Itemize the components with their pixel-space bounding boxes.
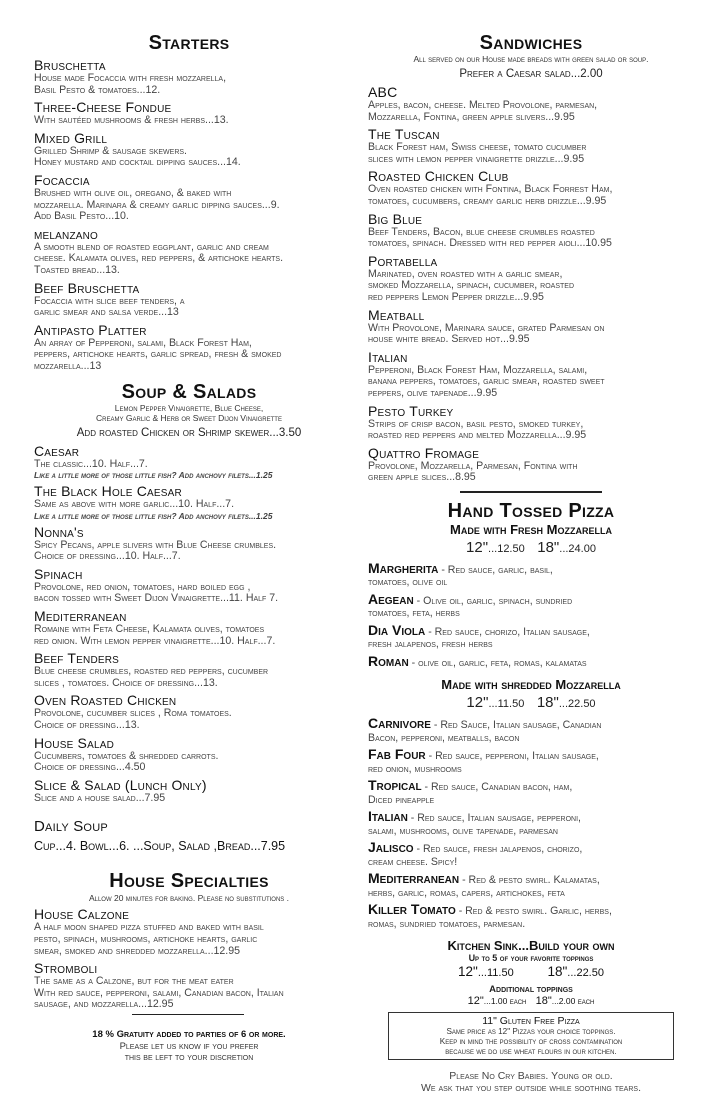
item-name: Pesto Turkey (368, 402, 454, 419)
pizza-line (368, 810, 694, 825)
item-description: banana peppers, tomatoes, garlic smear, roasted sweet (368, 375, 605, 388)
gratuity-note (34, 1029, 344, 1063)
item-description: Toasted bread...13. (34, 263, 120, 276)
item-name: The Tuscan (368, 126, 440, 143)
item-description: red onion. With lemon pepper vinaigrette...10. Half...7. (34, 634, 276, 647)
item-description: Basil Pesto & tomatoes...12. (34, 83, 161, 96)
spacer (368, 669, 694, 677)
salad-addon: Add roasted Chicken or Shrimp skewer...3.50 (76, 426, 302, 439)
price-18: ...24.00 (559, 542, 596, 555)
pizza-item (368, 590, 694, 620)
pizza-description: - Red Sauce, Italian sausage, Canadian (433, 719, 602, 732)
pizza-item (368, 810, 694, 837)
shredded-prices (368, 694, 694, 713)
pizza-item (368, 779, 694, 806)
item-description: mozzarella. Marinara & creamy garlic dipping sauces...9. (34, 198, 280, 211)
soup-section (34, 818, 344, 854)
price-18: ...22.50 (567, 967, 604, 980)
item-description: Beef Tenders, Bacon, blue cheese crumbles roasted (368, 225, 595, 238)
item-description: House made Focaccia with fresh mozzarella, (34, 72, 227, 84)
item-name: Nonna's (34, 523, 84, 540)
item-name: The Black Hole Caesar (34, 483, 182, 500)
sandwiches-section (368, 32, 694, 493)
pizza-line (368, 621, 694, 639)
spacer (368, 930, 694, 938)
pizza-description: Bacon, pepperoni, meatballs, bacon (368, 731, 520, 744)
pizza-item (368, 717, 694, 744)
gluten-free-title: 11" Gluten Free Pizza (482, 1015, 580, 1028)
item-name: Beef Tenders (34, 650, 120, 667)
pizza-name: Dia Viola (368, 621, 426, 638)
item-description: house white bread. Served hot...9.95 (368, 333, 530, 346)
footer-line-2: We ask that you step outside while soothing tears. (420, 1082, 641, 1094)
item-name: Big Blue (368, 210, 423, 227)
caesar-upgrade: Prefer a Caesar salad...2.00 (459, 68, 603, 80)
starters-section (34, 32, 344, 373)
dressings-line-1: Lemon Pepper Vinaigrette, Blue Cheese, (114, 402, 264, 413)
pizza-item (368, 621, 694, 651)
item-description: Slice and a house salad...7.95 (34, 791, 166, 804)
pizza-name: Italian (368, 808, 408, 825)
footer-line-1: Please No Cry Babies. Young or old. (449, 1070, 613, 1083)
sandwiches-subtitle: All served on our House made breads with green salad or soup. (413, 54, 649, 64)
menu-item (368, 350, 694, 400)
pizza-description: romas, sundried tomatoes, parmesan. (368, 917, 526, 930)
pizza-line (368, 748, 694, 763)
gratuity-line-1: 18 % Gratuity added to parties of 6 or more. (92, 1029, 286, 1041)
item-description: Provolone, red onion, tomatoes, hard boiled egg , (34, 580, 251, 593)
item-description: Choice of dressing...10. Half...7. (34, 550, 181, 563)
pizza-item (368, 559, 694, 589)
size-12: 12" (466, 538, 489, 556)
specialties-section (34, 870, 344, 1015)
menu-item (34, 651, 344, 689)
item-description: Add Basil Pesto...10. (34, 210, 129, 223)
pizza-name: Tropical (368, 777, 422, 794)
pizza-name: Mediterranean (368, 870, 460, 887)
item-name: Spinach (34, 565, 83, 582)
item-name: House Calzone (34, 906, 130, 923)
menu-item (368, 308, 694, 346)
price-18: ...2.00 each (551, 996, 595, 1007)
item-name: ABC (368, 84, 398, 100)
pizza-name: Aegean (368, 590, 414, 607)
item-name: melanzano (34, 225, 99, 242)
gratuity-line-2: Please let us know if you prefer (119, 1041, 259, 1053)
kitchen-sink-section (368, 938, 694, 1094)
menu-item (34, 907, 344, 957)
item-description: peppers, olive tapenade...9.95 (368, 386, 498, 399)
soup-prices: Cup...4. Bowl...6. ...Soup, Salad ,Bread...7.95 (34, 839, 286, 854)
pizza-section (368, 500, 694, 670)
item-description: Pepperoni, Black Forest Ham, Mozzarella, salami, (368, 363, 588, 376)
pizza-description: Diced pineapple (368, 793, 435, 806)
item-description: With Provolone, Marinara sauce, grated Parmesan on (368, 321, 605, 334)
menu-item (34, 567, 344, 605)
menu-item (34, 173, 344, 223)
fresh-prices (368, 539, 694, 558)
item-description: green apple slices...8.95 (368, 471, 476, 484)
size-18: 18" (535, 995, 552, 1008)
item-description: Cucumbers, tomatoes & shredded carrots. (34, 749, 219, 762)
item-description: tomatoes, spinach. Dressed with red pepper aioli...10.95 (368, 237, 612, 250)
price-12: ...11.50 (488, 698, 525, 711)
item-name: House Salad (34, 734, 115, 751)
kitchen-sink-title: Kitchen Sink...Build your own (447, 938, 615, 954)
spacer (34, 854, 344, 870)
item-description: Choice of dressing...4.50 (34, 761, 146, 774)
dressings-line-2: Creamy Garlic & Herb or Sweet Dijon Vinaigrette (96, 412, 282, 423)
item-name: Mixed Grill (34, 129, 108, 146)
item-description: peppers, artichoke hearts, garlic spread, fresh & smoked (34, 348, 282, 361)
item-description: smoked Mozzarella, spinach, cucumber, roasted (368, 279, 575, 292)
pizza-name: Killer Tomato (368, 901, 456, 918)
toppings-prices (368, 995, 694, 1008)
item-description: Same as above with more garlic...10. Half...7. (34, 498, 235, 511)
menu-item (368, 254, 694, 304)
pizza-line (368, 590, 694, 608)
pizza-line (368, 559, 694, 577)
item-name: Bruschetta (34, 57, 106, 73)
item-description: Spicy Pecans, apple slivers with Blue Cheese crumbles. (34, 538, 277, 551)
item-name: Slice & Salad (Lunch Only) (34, 776, 207, 793)
divider (460, 491, 602, 493)
right-column (368, 32, 694, 1094)
item-name: Antipasto Platter (34, 321, 147, 338)
item-name: Portabella (368, 252, 438, 269)
item-description: Romaine with Feta Cheese, Kalamata olives, tomatoes (34, 623, 265, 636)
menu-item (368, 127, 694, 165)
starters-list (34, 58, 344, 373)
fresh-subtitle: Made with Fresh Mozzarella (450, 521, 612, 537)
pizza-item (368, 872, 694, 899)
sandwiches-list (368, 85, 694, 484)
item-description: Blue cheese crumbles, roasted red peppers, cucumber (34, 665, 269, 678)
pizza-description: - Olive oil, garlic, spinach, sundried (416, 594, 573, 607)
menu-item (34, 525, 344, 563)
item-description: A smooth blend of roasted eggplant, garlic and cream (34, 240, 269, 253)
item-description: garlic smear and salsa verde...13 (34, 306, 179, 319)
salads-title: Soup & Salads (121, 380, 257, 403)
menu-item (368, 404, 694, 442)
specialties-title: House Specialties (109, 870, 269, 893)
item-description: mozzarella...13 (34, 359, 102, 372)
gratuity-line-3: this be left to your discretion (124, 1052, 254, 1064)
pizza-description: - Red sauce, pepperoni, Italian sausage, (428, 750, 599, 763)
item-note: Like a little more of those little fish? Add anchovy filets...1.25 (34, 470, 273, 481)
gluten-free-box (388, 1012, 674, 1060)
pizza-name: Carnivore (368, 715, 431, 732)
fresh-pizza-list (368, 559, 694, 670)
item-description: Brushed with olive oil, oregano, & baked with (34, 186, 232, 199)
item-description: Focaccia with slice beef tenders, a (34, 294, 185, 307)
item-description: tomatoes, cucumbers, creamy garlic herb drizzle...9.95 (368, 194, 607, 207)
menu-item (34, 693, 344, 731)
sandwiches-title: Sandwiches (479, 32, 583, 54)
item-description: The same as a Calzone, but for the meat eater (34, 975, 234, 988)
size-18: 18" (537, 538, 560, 556)
pizza-item (368, 652, 694, 670)
pizza-name: Roman (368, 652, 409, 669)
gluten-free-line: Keep in mind the possibility of cross contamination (439, 1037, 623, 1047)
item-name: Italian (368, 348, 408, 365)
starters-title: Starters (148, 32, 230, 54)
menu-item (368, 446, 694, 484)
menu-item (34, 281, 344, 319)
pizza-description: fresh jalapenos, fresh herbs (368, 638, 493, 651)
pizza-description: - Red & pesto swirl. Garlic, herbs, (458, 905, 612, 918)
item-description: red peppers Lemon Pepper drizzle...9.95 (368, 290, 544, 303)
item-description: Honey mustard and cocktail dipping sauces...14. (34, 156, 241, 169)
item-description: A half moon shaped pizza stuffed and baked with basil (34, 921, 264, 934)
shredded-section (368, 677, 694, 930)
pizza-description: - Red sauce, fresh jalapenos, chorizo, (416, 843, 583, 856)
item-note: Like a little more of those little fish? Add anchovy filets...1.25 (34, 510, 273, 521)
salads-list (34, 444, 344, 805)
item-description: slices with lemon pepper vinaigrette drizzle...9.95 (368, 152, 585, 165)
price-12: ...11.50 (477, 967, 514, 980)
pizza-description: salami, mushrooms, olive tapenade, parmesan (368, 824, 558, 837)
menu-item (34, 736, 344, 774)
gluten-free-line: because we do use wheat flours in our kitchen. (445, 1047, 617, 1057)
menu-item (34, 58, 344, 96)
size-12: 12" (458, 964, 478, 980)
item-description: Mozzarella, Fontina, green apple slivers...9.95 (368, 110, 575, 123)
item-description: Oven roasted chicken with Fontina, Black Forrest Ham, (368, 183, 613, 196)
pizza-description: - olive oil, garlic, feta, romas, kalamatas (411, 656, 587, 669)
menu-item (34, 227, 344, 277)
pizza-description: cream cheese. Spicy! (368, 855, 458, 868)
item-description: sausage, and mozzarella...12.95 (34, 998, 174, 1011)
menu-item (34, 609, 344, 647)
soup-title: Daily Soup (34, 818, 108, 836)
pizza-description: red onion, mushrooms (368, 762, 462, 775)
pizza-description: - Red sauce, chorizo, Italian sausage, (428, 625, 590, 638)
menu-item (34, 100, 344, 127)
item-name: Beef Bruschetta (34, 279, 140, 296)
item-description: roasted red peppers and melted Mozzarella...9.95 (368, 429, 587, 442)
pizza-description: - Red sauce, garlic, basil, (441, 563, 553, 576)
toppings-title: Additional toppings (489, 984, 573, 996)
menu-item (34, 444, 344, 481)
menu-item (34, 323, 344, 373)
item-description: The classic...10. Half...7. (34, 457, 148, 470)
item-description: Black Forest ham, Swiss cheese, tomato cucumber (368, 141, 587, 154)
pizza-line (368, 841, 694, 856)
size-18: 18" (547, 964, 568, 980)
shredded-subtitle: Made with shredded Mozzarella (441, 677, 621, 693)
item-description: Strips of crisp bacon, basil pesto, smoked turkey, (368, 417, 584, 430)
pizza-line (368, 652, 694, 670)
pizza-line (368, 779, 694, 794)
menu-item (34, 484, 344, 521)
item-description: Apples, bacon, cheese. Melted Provolone, parmesan, (368, 99, 598, 111)
gluten-free-line: Same price as 12" Pizzas your choice toppings. (446, 1027, 616, 1037)
item-description: Grilled Shrimp & sausage skewers. (34, 144, 188, 157)
item-description: Marinated, oven roasted with a garlic smear, (368, 267, 563, 280)
item-name: Stromboli (34, 960, 98, 977)
left-column (34, 32, 344, 1063)
menu-item (34, 131, 344, 169)
menu-item (368, 212, 694, 250)
price-18: ...22.50 (558, 698, 596, 711)
kitchen-sink-prices (368, 964, 694, 981)
pizza-line (368, 872, 694, 887)
item-name: Focaccia (34, 171, 90, 188)
pizza-description: - Red & pesto swirl. Kalamatas, (462, 874, 600, 887)
item-name: Mediterranean (34, 608, 127, 625)
item-description: An array of Pepperoni, salami, Black Forest Ham, (34, 336, 252, 349)
item-name: Three-Cheese Fondue (34, 99, 172, 116)
pizza-item (368, 841, 694, 868)
kitchen-sink-subtitle: Up to 5 of your favorite toppings (468, 953, 594, 964)
item-description: Provolone, Mozzarella, Parmesan, Fontina with (368, 459, 578, 472)
menu-item (34, 778, 344, 805)
specialties-list (34, 907, 344, 1011)
item-description: smear, smoked and shredded mozzarella...12.95 (34, 944, 241, 957)
item-description: cheese. Kalamata olives, red peppers, & artichoke hearts. (34, 252, 284, 265)
pizza-item (368, 748, 694, 775)
salads-section (34, 381, 344, 805)
size-12: 12" (466, 694, 489, 712)
pizza-title: Hand Tossed Pizza (447, 499, 615, 522)
pizza-description: tomatoes, feta, herbs (368, 607, 460, 620)
item-description: With red sauce, pepperoni, salami, Canadian bacon, Italian (34, 986, 284, 999)
pizza-description: tomatoes, olive oil (368, 576, 448, 589)
shredded-pizza-list (368, 717, 694, 930)
item-name: Quattro Fromage (368, 444, 480, 461)
specialties-subtitle: Allow 20 minutes for baking. Please no substitutions . (88, 893, 290, 904)
pizza-line (368, 903, 694, 918)
item-description: slices , tomatoes. Choice of dressing...13. (34, 676, 218, 689)
spacer (34, 1015, 344, 1029)
spacer (34, 373, 344, 381)
item-description: Provolone, cucumber slices , Roma tomatoes. (34, 707, 232, 720)
pizza-item (368, 903, 694, 930)
size-18: 18" (536, 694, 559, 712)
pizza-name: Fab Four (368, 746, 426, 763)
price-12: ...12.50 (488, 542, 525, 555)
pizza-description: herbs, garlic, romas, capers, artichokes, feta (368, 886, 565, 899)
pizza-name: Margherita (368, 559, 439, 576)
menu-item (34, 961, 344, 1011)
menu-item (368, 85, 694, 123)
item-name: Caesar (34, 442, 80, 459)
item-name: Meatball (368, 306, 425, 323)
item-description: pesto, spinach, mushrooms, artichoke hearts, garlic (34, 933, 258, 945)
item-name: Oven Roasted Chicken (34, 692, 177, 709)
item-description: With sautéed mushrooms & fresh herbs...13. (34, 114, 229, 127)
pizza-name: Jalisco (368, 839, 414, 856)
item-description: Choice of dressing...13. (34, 719, 140, 732)
pizza-description: - Red sauce, Italian sausage, pepperoni, (410, 812, 581, 825)
pizza-line (368, 717, 694, 732)
menu-item (368, 169, 694, 207)
size-12: 12" (467, 995, 484, 1008)
spacer (34, 804, 344, 818)
price-12: ...1.00 each (483, 996, 527, 1007)
item-description: bacon tossed with Sweet Dijon Vinaigrette...11. Half 7. (34, 592, 279, 605)
item-name: Roasted Chicken Club (368, 168, 509, 185)
pizza-description: - Red sauce, Canadian bacon, ham, (424, 781, 573, 794)
